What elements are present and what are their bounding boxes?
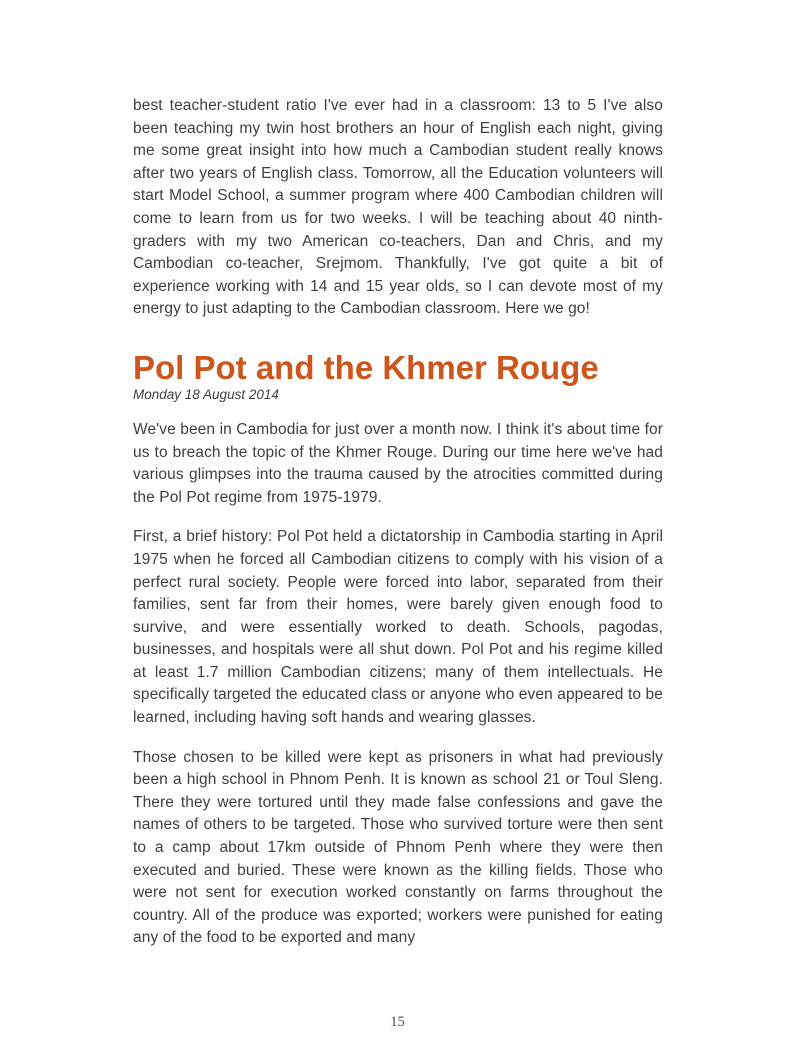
post-paragraph-1: We've been in Cambodia for just over a month now. I think it's about time for us to breach the topic of the Khmer Rouge. During our time here we've had various glimpses into the trauma caused by the atrocities committed during the Pol Pot regime from 1975-1979. bbox=[133, 420, 663, 506]
page-content bbox=[133, 95, 663, 967]
paragraph-continuation: best teacher-student ratio I've ever had in a classroom: 13 to 5 I've also been teaching my twin host brothers an hour of English each night, giving me some great insight into how much a Cambodian student really knows after two years of English class. Tomorrow, all the Education volunteers will start Model School, a summer program where 400 Cambodian children will come to learn from us for two weeks. I will be teaching about 40 ninth-graders with my two American co-teachers, Dan and Chris, and my Cambodian co-teacher, Srejmom. Thankfully, I've got quite a bit of experience working with 14 and 15 year olds, so I can devote most of my energy to just adapting to the Cambodian classroom. Here we go! bbox=[133, 97, 663, 318]
post-title: Pol Pot and the Khmer Rouge bbox=[133, 348, 599, 386]
post-date: Monday 18 August 2014 bbox=[133, 386, 279, 402]
page-number: 15 bbox=[390, 1014, 405, 1030]
post-paragraph-3: Those chosen to be killed were kept as prisoners in what had previously been a high school in Phnom Penh. It is known as school 21 or Toul Sleng. There they were tortured until they made false confessions and gave the names of others to be targeted. Those who survived torture were then sent to a camp about 17km outside of Phnom Penh where they were then executed and buried. These were known as the killing fields. Those who were not sent for execution worked constantly on farms throughout the country. All of the produce was exported; workers were punished for eating any of the food to be exported and many bbox=[133, 748, 663, 947]
post-paragraph-2: First, a brief history: Pol Pot held a dictatorship in Cambodia starting in April 1975 when he forced all Cambodian citizens to comply with his vision of a perfect rural society. People were forced into labor, separated from their families, sent far from their homes, were barely given enough food to survive, and were essentially worked to death. Schools, pagodas, businesses, and hospitals were all shut down. Pol Pot and his regime killed at least 1.7 million Cambodian citizens; many of them intellectuals. He specifically targeted the educated class or anyone who even appeared to be learned, including having soft hands and wearing glasses. bbox=[133, 528, 663, 727]
